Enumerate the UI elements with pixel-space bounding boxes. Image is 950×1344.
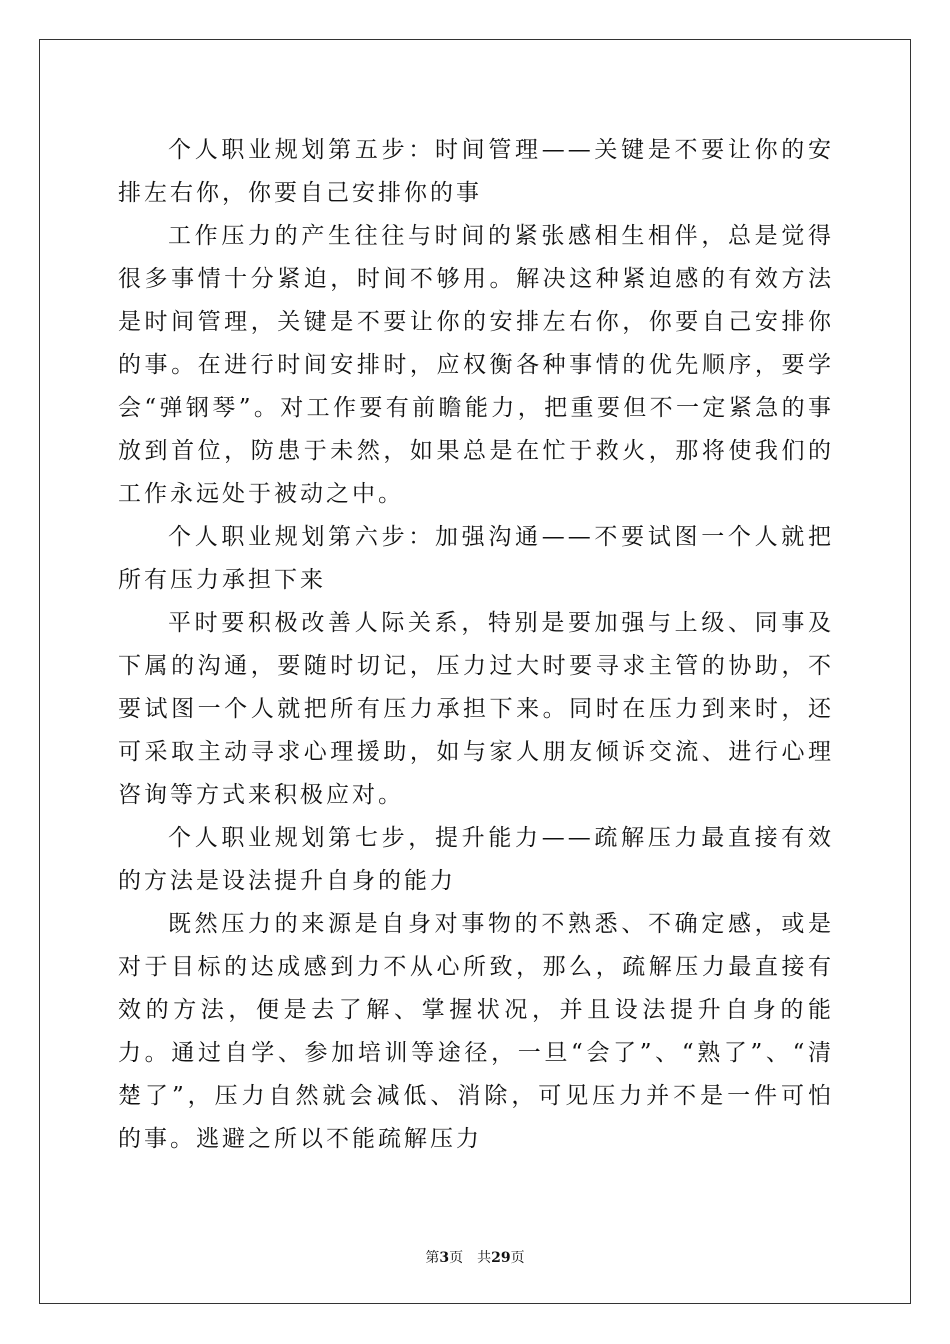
document-body: [118, 129, 834, 1161]
total-prefix: 共: [477, 1250, 492, 1266]
heading-step-seven: 个人职业规划第七步，提升能力——疏解压力最直接有效的方法是设法提升自身的能力: [118, 825, 834, 894]
heading-step-five: 个人职业规划第五步：时间管理——关键是不要让你的安排左右你，你要自己安排你的事: [118, 137, 834, 206]
paragraph-ability: 既然压力的来源是自身对事物的不熟悉、不确定感，或是对于目标的达成感到力不从心所致，那么，疏解压力最直接有效的方法，便是去了解、掌握状况，并且设法提升自身的能力。通过自学、参加培训等途径，一旦“会了”、“熟了”、“清楚了”，压力自然就会减低、消除，可见压力并不是一件可怕的事。逃避之所以不能疏解压力: [118, 911, 834, 1152]
page-prefix: 第: [425, 1250, 440, 1266]
total-suffix: 页: [510, 1250, 525, 1266]
page-suffix: 页: [449, 1250, 464, 1266]
paragraph-communication: 平时要积极改善人际关系，特别是要加强与上级、同事及下属的沟通，要随时切记，压力过大时要寻求主管的协助，不要试图一个人就把所有压力承担下来。同时在压力到来时，还可采取主动寻求心理援助，如与家人朋友倾诉交流、进行心理咨询等方式来积极应对。: [118, 610, 834, 808]
total-pages: 29: [491, 1250, 511, 1266]
heading-step-six: 个人职业规划第六步：加强沟通——不要试图一个人就把所有压力承担下来: [118, 524, 834, 593]
paragraph-time-management: 工作压力的产生往往与时间的紧张感相生相伴，总是觉得很多事情十分紧迫，时间不够用。解决这种紧迫感的有效方法是时间管理，关键是不要让你的安排左右你，你要自己安排你的事。在进行时间安排时，应权衡各种事情的优先顺序，要学会“弹钢琴”。对工作要有前瞻能力，把重要但不一定紧急的事放到首位，防患于未然，如果总是在忙于救火，那将使我们的工作永远处于被动之中。: [118, 223, 834, 507]
page-number: 3: [439, 1250, 450, 1266]
page-footer: [0, 1247, 950, 1267]
